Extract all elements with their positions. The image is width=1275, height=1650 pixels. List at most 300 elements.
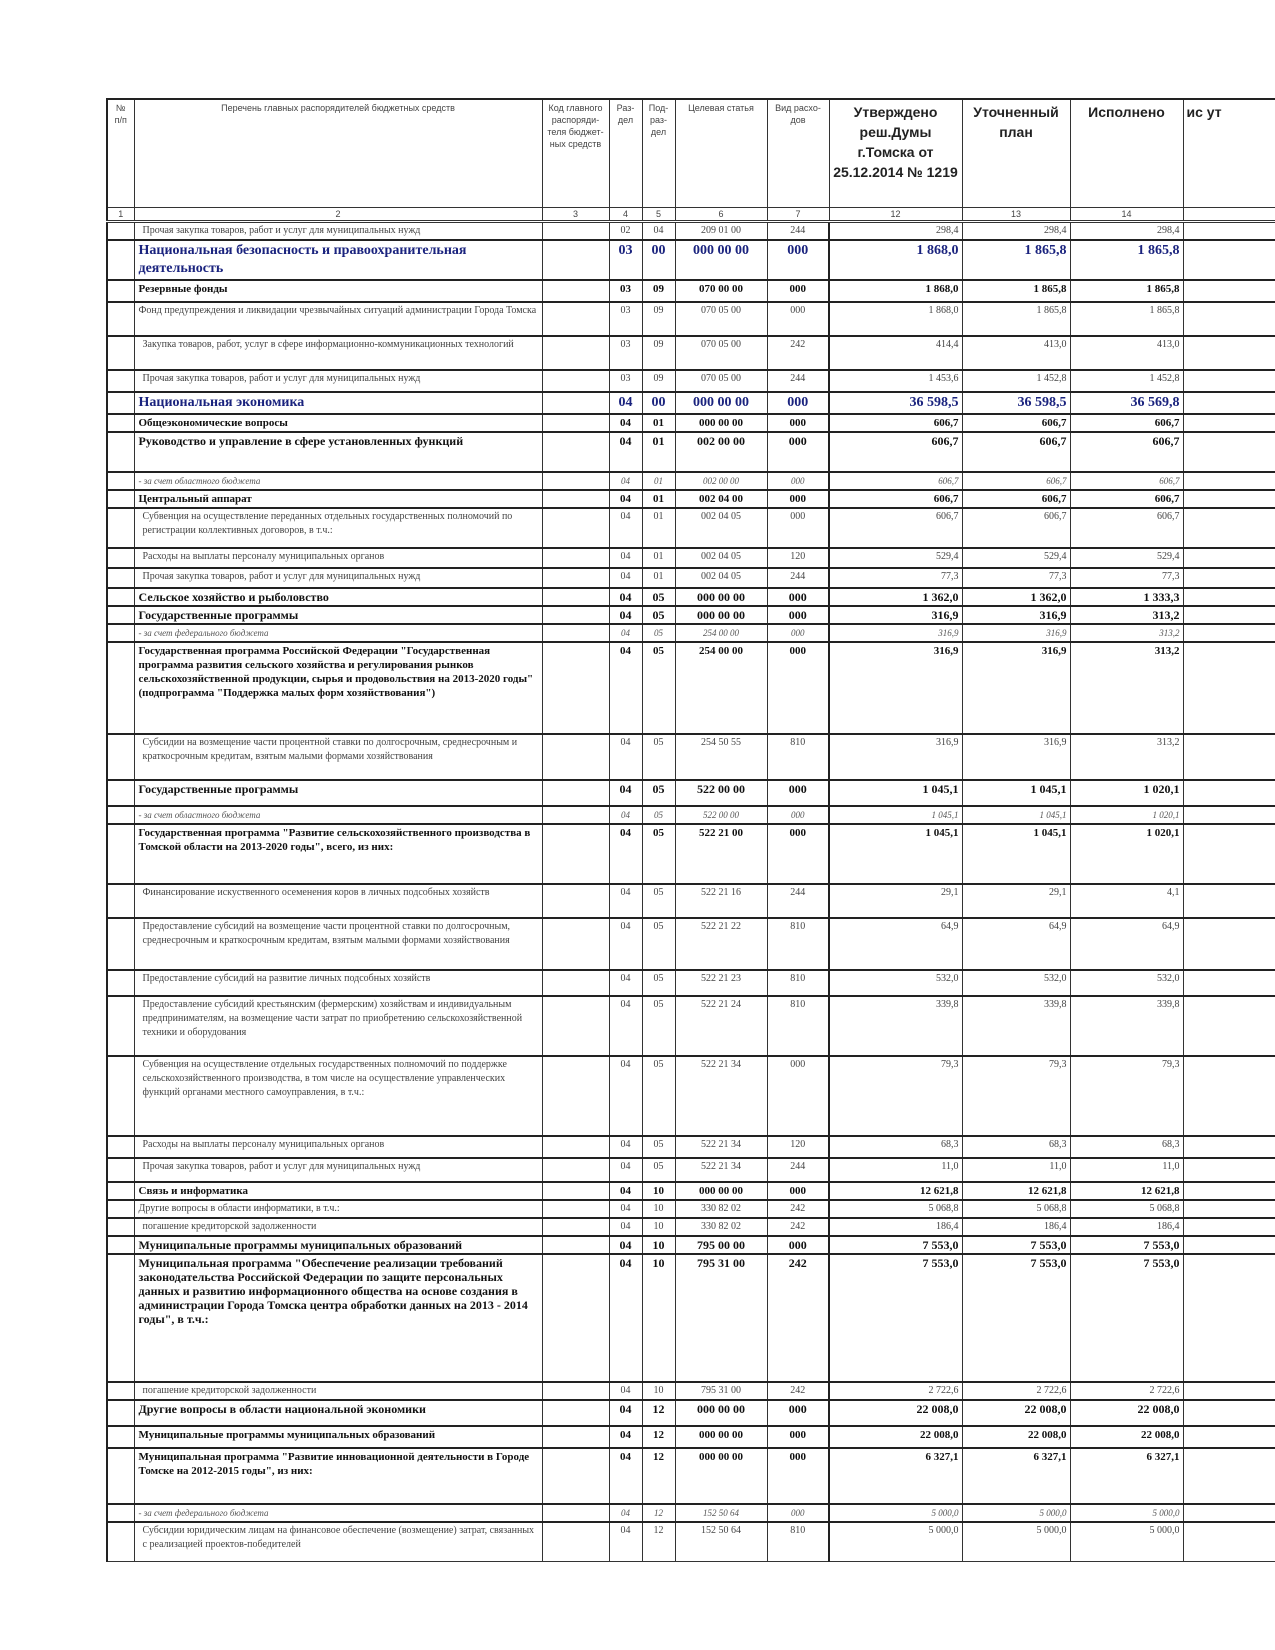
- row-target: 002 00 00: [675, 432, 767, 472]
- row-vid: 000: [767, 1448, 829, 1504]
- row-approved: 6 327,1: [829, 1448, 962, 1504]
- row-cut: [1183, 508, 1275, 548]
- row-razdel: 04: [609, 624, 642, 642]
- row-cut: [1183, 472, 1275, 490]
- row-target: 795 31 00: [675, 1254, 767, 1382]
- table-row: [107, 280, 1275, 302]
- row-cut: [1183, 221, 1275, 240]
- row-executed: 7 553,0: [1070, 1236, 1183, 1254]
- row-name: Расходы на выплаты персоналу муниципальных органов: [134, 1136, 542, 1158]
- row-name: - за счет федерального бюджета: [134, 624, 542, 642]
- row-code: [542, 918, 609, 970]
- row-podrazdel: 01: [642, 472, 675, 490]
- row-executed: 298,4: [1070, 221, 1183, 240]
- row-num-cell: [107, 996, 134, 1056]
- row-plan: 77,3: [962, 568, 1070, 588]
- row-razdel: 04: [609, 432, 642, 472]
- row-cut: [1183, 336, 1275, 370]
- row-cut: [1183, 1522, 1275, 1562]
- row-approved: 1 868,0: [829, 280, 962, 302]
- row-razdel: 04: [609, 918, 642, 970]
- row-podrazdel: 10: [642, 1218, 675, 1236]
- row-razdel: 03: [609, 280, 642, 302]
- row-name: - за счет областного бюджета: [134, 472, 542, 490]
- row-vid: 000: [767, 1504, 829, 1522]
- column-number: [1183, 207, 1275, 221]
- row-num-cell: [107, 336, 134, 370]
- row-code: [542, 336, 609, 370]
- row-target: 522 21 34: [675, 1056, 767, 1136]
- row-plan: 7 553,0: [962, 1254, 1070, 1382]
- row-razdel: 04: [609, 606, 642, 624]
- row-num-cell: [107, 918, 134, 970]
- row-target: 070 00 00: [675, 280, 767, 302]
- row-cut: [1183, 824, 1275, 884]
- row-target: 522 21 00: [675, 824, 767, 884]
- row-target: 002 04 00: [675, 490, 767, 508]
- row-approved: 11,0: [829, 1158, 962, 1182]
- header-vid: Вид расхо-дов: [767, 99, 829, 207]
- row-num-cell: [107, 588, 134, 606]
- row-target: 209 01 00: [675, 221, 767, 240]
- row-podrazdel: 01: [642, 568, 675, 588]
- row-code: [542, 1522, 609, 1562]
- row-num-cell: [107, 370, 134, 392]
- row-cut: [1183, 302, 1275, 336]
- row-cut: [1183, 1218, 1275, 1236]
- table-row: [107, 432, 1275, 472]
- row-podrazdel: 12: [642, 1448, 675, 1504]
- row-cut: [1183, 970, 1275, 996]
- row-podrazdel: 01: [642, 490, 675, 508]
- row-target: 254 50 55: [675, 734, 767, 780]
- row-executed: 12 621,8: [1070, 1182, 1183, 1200]
- row-vid: 000: [767, 806, 829, 824]
- row-approved: 5 000,0: [829, 1504, 962, 1522]
- row-cut: [1183, 624, 1275, 642]
- row-vid: 244: [767, 568, 829, 588]
- row-code: [542, 1254, 609, 1382]
- row-vid: 244: [767, 221, 829, 240]
- table-row: [107, 392, 1275, 414]
- row-approved: 12 621,8: [829, 1182, 962, 1200]
- column-number: 12: [829, 207, 962, 221]
- row-executed: 22 008,0: [1070, 1400, 1183, 1426]
- header-approved: Утверждено реш.Думы г.Томска от 25.12.2014 № 1219: [829, 99, 962, 207]
- row-plan: 2 722,6: [962, 1382, 1070, 1400]
- row-target: 152 50 64: [675, 1522, 767, 1562]
- row-target: 002 00 00: [675, 472, 767, 490]
- row-podrazdel: 05: [642, 884, 675, 918]
- row-approved: 36 598,5: [829, 392, 962, 414]
- row-code: [542, 1056, 609, 1136]
- row-num-cell: [107, 1254, 134, 1382]
- table-row: [107, 1522, 1275, 1562]
- column-number: 14: [1070, 207, 1183, 221]
- row-podrazdel: 05: [642, 588, 675, 606]
- row-executed: 606,7: [1070, 414, 1183, 432]
- row-num-cell: [107, 490, 134, 508]
- row-name: Общеэкономические вопросы: [134, 414, 542, 432]
- row-vid: 242: [767, 336, 829, 370]
- row-name: погашение кредиторской задолженности: [134, 1382, 542, 1400]
- row-num-cell: [107, 472, 134, 490]
- column-number: 7: [767, 207, 829, 221]
- row-code: [542, 824, 609, 884]
- row-executed: 2 722,6: [1070, 1382, 1183, 1400]
- row-num-cell: [107, 1136, 134, 1158]
- row-approved: 414,4: [829, 336, 962, 370]
- row-razdel: 04: [609, 824, 642, 884]
- row-approved: 529,4: [829, 548, 962, 568]
- row-vid: 000: [767, 780, 829, 806]
- table-row: [107, 1504, 1275, 1522]
- row-executed: 7 553,0: [1070, 1254, 1183, 1382]
- row-executed: 22 008,0: [1070, 1426, 1183, 1448]
- row-plan: 606,7: [962, 414, 1070, 432]
- table-row: [107, 1158, 1275, 1182]
- row-target: 070 05 00: [675, 302, 767, 336]
- table-row: [107, 490, 1275, 508]
- table-row: [107, 806, 1275, 824]
- header-cut: ис ут: [1183, 99, 1275, 207]
- row-code: [542, 490, 609, 508]
- row-vid: 242: [767, 1218, 829, 1236]
- row-executed: 64,9: [1070, 918, 1183, 970]
- row-code: [542, 780, 609, 806]
- row-vid: 120: [767, 1136, 829, 1158]
- header-podrazdel: Под-раз-дел: [642, 99, 675, 207]
- row-num-cell: [107, 734, 134, 780]
- row-vid: 810: [767, 918, 829, 970]
- row-num-cell: [107, 568, 134, 588]
- row-razdel: 03: [609, 302, 642, 336]
- row-num-cell: [107, 1236, 134, 1254]
- table-row: [107, 1400, 1275, 1426]
- row-cut: [1183, 1426, 1275, 1448]
- row-plan: 298,4: [962, 221, 1070, 240]
- row-vid: 000: [767, 240, 829, 280]
- row-code: [542, 472, 609, 490]
- row-name: Субвенция на осуществление переданных отдельных государственных полномочий по регистрации коллективных договоров, в т.ч.:: [134, 508, 542, 548]
- row-razdel: 04: [609, 1218, 642, 1236]
- row-podrazdel: 10: [642, 1236, 675, 1254]
- budget-table: [106, 98, 1275, 1562]
- row-approved: 64,9: [829, 918, 962, 970]
- row-name: Государственные программы: [134, 780, 542, 806]
- row-executed: 313,2: [1070, 642, 1183, 734]
- row-vid: 244: [767, 1158, 829, 1182]
- row-code: [542, 606, 609, 624]
- row-cut: [1183, 432, 1275, 472]
- row-razdel: 04: [609, 780, 642, 806]
- row-executed: 11,0: [1070, 1158, 1183, 1182]
- row-num-cell: [107, 432, 134, 472]
- row-name: Муниципальные программы муниципальных образований: [134, 1236, 542, 1254]
- row-executed: 532,0: [1070, 970, 1183, 996]
- table-row: [107, 642, 1275, 734]
- row-name: Финансирование искуственного осеменения коров в личных подсобных хозяйств: [134, 884, 542, 918]
- header-plan: Уточненный план: [962, 99, 1070, 207]
- row-vid: 000: [767, 508, 829, 548]
- table-row: [107, 884, 1275, 918]
- row-razdel: 03: [609, 370, 642, 392]
- row-plan: 606,7: [962, 472, 1070, 490]
- row-approved: 316,9: [829, 624, 962, 642]
- row-target: 522 21 34: [675, 1158, 767, 1182]
- table-row: [107, 1136, 1275, 1158]
- row-razdel: 04: [609, 1448, 642, 1504]
- row-num-cell: [107, 780, 134, 806]
- header-target: Целевая статья: [675, 99, 767, 207]
- row-razdel: 04: [609, 1136, 642, 1158]
- column-number: 6: [675, 207, 767, 221]
- row-executed: 606,7: [1070, 490, 1183, 508]
- row-executed: 5 000,0: [1070, 1522, 1183, 1562]
- row-podrazdel: 05: [642, 606, 675, 624]
- row-code: [542, 1218, 609, 1236]
- row-podrazdel: 12: [642, 1504, 675, 1522]
- row-executed: 36 569,8: [1070, 392, 1183, 414]
- row-name: - за счет федерального бюджета: [134, 1504, 542, 1522]
- header-razdel: Раз-дел: [609, 99, 642, 207]
- row-plan: 1 045,1: [962, 780, 1070, 806]
- row-plan: 186,4: [962, 1218, 1070, 1236]
- row-podrazdel: 09: [642, 280, 675, 302]
- row-code: [542, 996, 609, 1056]
- row-vid: 244: [767, 884, 829, 918]
- table-row: [107, 996, 1275, 1056]
- row-cut: [1183, 1504, 1275, 1522]
- row-cut: [1183, 414, 1275, 432]
- row-razdel: 04: [609, 1056, 642, 1136]
- row-target: 330 82 02: [675, 1218, 767, 1236]
- row-approved: 606,7: [829, 508, 962, 548]
- row-podrazdel: 01: [642, 432, 675, 472]
- row-approved: 29,1: [829, 884, 962, 918]
- row-plan: 1 045,1: [962, 806, 1070, 824]
- row-razdel: 04: [609, 884, 642, 918]
- row-name: Субсидии на возмещение части процентной ставки по долгосрочным, среднесрочным и краткосрочным кредитам, взятым малыми формами хозяйствования: [134, 734, 542, 780]
- table-row: [107, 1200, 1275, 1218]
- row-vid: 810: [767, 1522, 829, 1562]
- table-row: [107, 548, 1275, 568]
- row-code: [542, 548, 609, 568]
- row-approved: 316,9: [829, 642, 962, 734]
- row-name: Фонд предупреждения и ликвидации чрезвычайных ситуаций администрации Города Томска: [134, 302, 542, 336]
- column-number: 3: [542, 207, 609, 221]
- row-razdel: 04: [609, 1400, 642, 1426]
- row-podrazdel: 10: [642, 1200, 675, 1218]
- row-name: Муниципальные программы муниципальных образований: [134, 1426, 542, 1448]
- row-podrazdel: 05: [642, 996, 675, 1056]
- row-cut: [1183, 918, 1275, 970]
- row-approved: 1 453,6: [829, 370, 962, 392]
- row-num-cell: [107, 1056, 134, 1136]
- row-name: Предоставление субсидий на развитие личных подсобных хозяйств: [134, 970, 542, 996]
- row-plan: 1 865,8: [962, 240, 1070, 280]
- row-cut: [1183, 548, 1275, 568]
- row-vid: 000: [767, 1400, 829, 1426]
- row-cut: [1183, 606, 1275, 624]
- budget-report-page: [106, 98, 1275, 1562]
- row-razdel: 04: [609, 508, 642, 548]
- row-vid: 000: [767, 302, 829, 336]
- row-name: Прочая закупка товаров, работ и услуг для муниципальных нужд: [134, 221, 542, 240]
- header-num: № п/п: [107, 99, 134, 207]
- row-target: 000 00 00: [675, 240, 767, 280]
- row-plan: 79,3: [962, 1056, 1070, 1136]
- row-code: [542, 1400, 609, 1426]
- row-name: Предоставление субсидий на возмещение части процентной ставки по долгосрочным, среднесрочным и краткосрочным кредитам, взятым малыми формами хозяйствования: [134, 918, 542, 970]
- row-vid: 810: [767, 996, 829, 1056]
- row-executed: 529,4: [1070, 548, 1183, 568]
- row-num-cell: [107, 806, 134, 824]
- row-name: Государственная программа Российской Федерации "Государственная программа развития сельского хозяйства и регулирования рынков сельскохозяйственной продукции, сырья и продовольствия на 2013-2020 годы" (подпрограмма "Поддержка малых форм хозяйствования"): [134, 642, 542, 734]
- row-cut: [1183, 588, 1275, 606]
- row-executed: 1 452,8: [1070, 370, 1183, 392]
- row-code: [542, 1182, 609, 1200]
- row-vid: 000: [767, 472, 829, 490]
- row-vid: 120: [767, 548, 829, 568]
- row-razdel: 04: [609, 806, 642, 824]
- row-target: 000 00 00: [675, 1426, 767, 1448]
- header-executed: Исполнено: [1070, 99, 1183, 207]
- table-row: [107, 606, 1275, 624]
- row-executed: 5 068,8: [1070, 1200, 1183, 1218]
- row-code: [542, 392, 609, 414]
- row-cut: [1183, 490, 1275, 508]
- table-row: [107, 624, 1275, 642]
- row-code: [542, 221, 609, 240]
- row-approved: 22 008,0: [829, 1426, 962, 1448]
- row-cut: [1183, 280, 1275, 302]
- row-num-cell: [107, 624, 134, 642]
- row-vid: 000: [767, 432, 829, 472]
- row-cut: [1183, 734, 1275, 780]
- row-vid: 242: [767, 1200, 829, 1218]
- row-code: [542, 1426, 609, 1448]
- row-target: 002 04 05: [675, 568, 767, 588]
- row-vid: 000: [767, 1426, 829, 1448]
- row-cut: [1183, 392, 1275, 414]
- column-number: 1: [107, 207, 134, 221]
- row-code: [542, 370, 609, 392]
- row-executed: 606,7: [1070, 472, 1183, 490]
- row-executed: 68,3: [1070, 1136, 1183, 1158]
- row-num-cell: [107, 1426, 134, 1448]
- row-plan: 1 362,0: [962, 588, 1070, 606]
- row-razdel: 04: [609, 1236, 642, 1254]
- row-razdel: 04: [609, 734, 642, 780]
- table-row: [107, 221, 1275, 240]
- row-approved: 606,7: [829, 414, 962, 432]
- table-row: [107, 240, 1275, 280]
- row-target: 152 50 64: [675, 1504, 767, 1522]
- row-executed: 339,8: [1070, 996, 1183, 1056]
- row-razdel: 04: [609, 490, 642, 508]
- row-name: Прочая закупка товаров, работ и услуг для муниципальных нужд: [134, 1158, 542, 1182]
- row-name: Центральный аппарат: [134, 490, 542, 508]
- row-cut: [1183, 1236, 1275, 1254]
- row-plan: 5 068,8: [962, 1200, 1070, 1218]
- row-target: 254 00 00: [675, 642, 767, 734]
- row-razdel: 04: [609, 1504, 642, 1522]
- row-plan: 316,9: [962, 734, 1070, 780]
- row-cut: [1183, 806, 1275, 824]
- row-name: Сельское хозяйство и рыболовство: [134, 588, 542, 606]
- row-razdel: 04: [609, 588, 642, 606]
- row-vid: 000: [767, 1182, 829, 1200]
- row-executed: 313,2: [1070, 606, 1183, 624]
- row-name: Национальная безопасность и правоохранительная деятельность: [134, 240, 542, 280]
- table-row: [107, 1254, 1275, 1382]
- row-approved: 1 045,1: [829, 780, 962, 806]
- row-code: [542, 240, 609, 280]
- table-row: [107, 414, 1275, 432]
- row-code: [542, 280, 609, 302]
- row-code: [542, 1504, 609, 1522]
- row-num-cell: [107, 221, 134, 240]
- row-approved: 2 722,6: [829, 1382, 962, 1400]
- row-razdel: 04: [609, 472, 642, 490]
- row-executed: 1 020,1: [1070, 806, 1183, 824]
- row-num-cell: [107, 970, 134, 996]
- table-row: [107, 336, 1275, 370]
- row-razdel: 04: [609, 1522, 642, 1562]
- row-num-cell: [107, 1504, 134, 1522]
- row-plan: 1 865,8: [962, 280, 1070, 302]
- row-approved: 316,9: [829, 734, 962, 780]
- row-num-cell: [107, 642, 134, 734]
- row-plan: 1 045,1: [962, 824, 1070, 884]
- row-approved: 5 068,8: [829, 1200, 962, 1218]
- column-number: 2: [134, 207, 542, 221]
- table-row: [107, 824, 1275, 884]
- row-name: Другие вопросы в области информатики, в т.ч.:: [134, 1200, 542, 1218]
- row-podrazdel: 12: [642, 1522, 675, 1562]
- row-vid: 000: [767, 280, 829, 302]
- table-body: [107, 221, 1275, 1562]
- row-executed: 186,4: [1070, 1218, 1183, 1236]
- row-podrazdel: 05: [642, 824, 675, 884]
- table-row: [107, 508, 1275, 548]
- row-vid: 000: [767, 490, 829, 508]
- row-approved: 606,7: [829, 472, 962, 490]
- table-row: [107, 370, 1275, 392]
- row-plan: 22 008,0: [962, 1400, 1070, 1426]
- row-razdel: 02: [609, 221, 642, 240]
- row-executed: 5 000,0: [1070, 1504, 1183, 1522]
- row-razdel: 04: [609, 642, 642, 734]
- row-plan: 316,9: [962, 642, 1070, 734]
- row-vid: 000: [767, 1056, 829, 1136]
- table-row: [107, 302, 1275, 336]
- row-name: Руководство и управление в сфере установленных функций: [134, 432, 542, 472]
- table-row: [107, 568, 1275, 588]
- row-podrazdel: 05: [642, 1136, 675, 1158]
- row-target: 522 00 00: [675, 806, 767, 824]
- row-approved: 1 362,0: [829, 588, 962, 606]
- row-target: 000 00 00: [675, 1400, 767, 1426]
- row-approved: 298,4: [829, 221, 962, 240]
- row-num-cell: [107, 392, 134, 414]
- row-plan: 22 008,0: [962, 1426, 1070, 1448]
- row-vid: 000: [767, 824, 829, 884]
- row-razdel: 03: [609, 336, 642, 370]
- row-plan: 1 865,8: [962, 302, 1070, 336]
- row-target: 522 21 24: [675, 996, 767, 1056]
